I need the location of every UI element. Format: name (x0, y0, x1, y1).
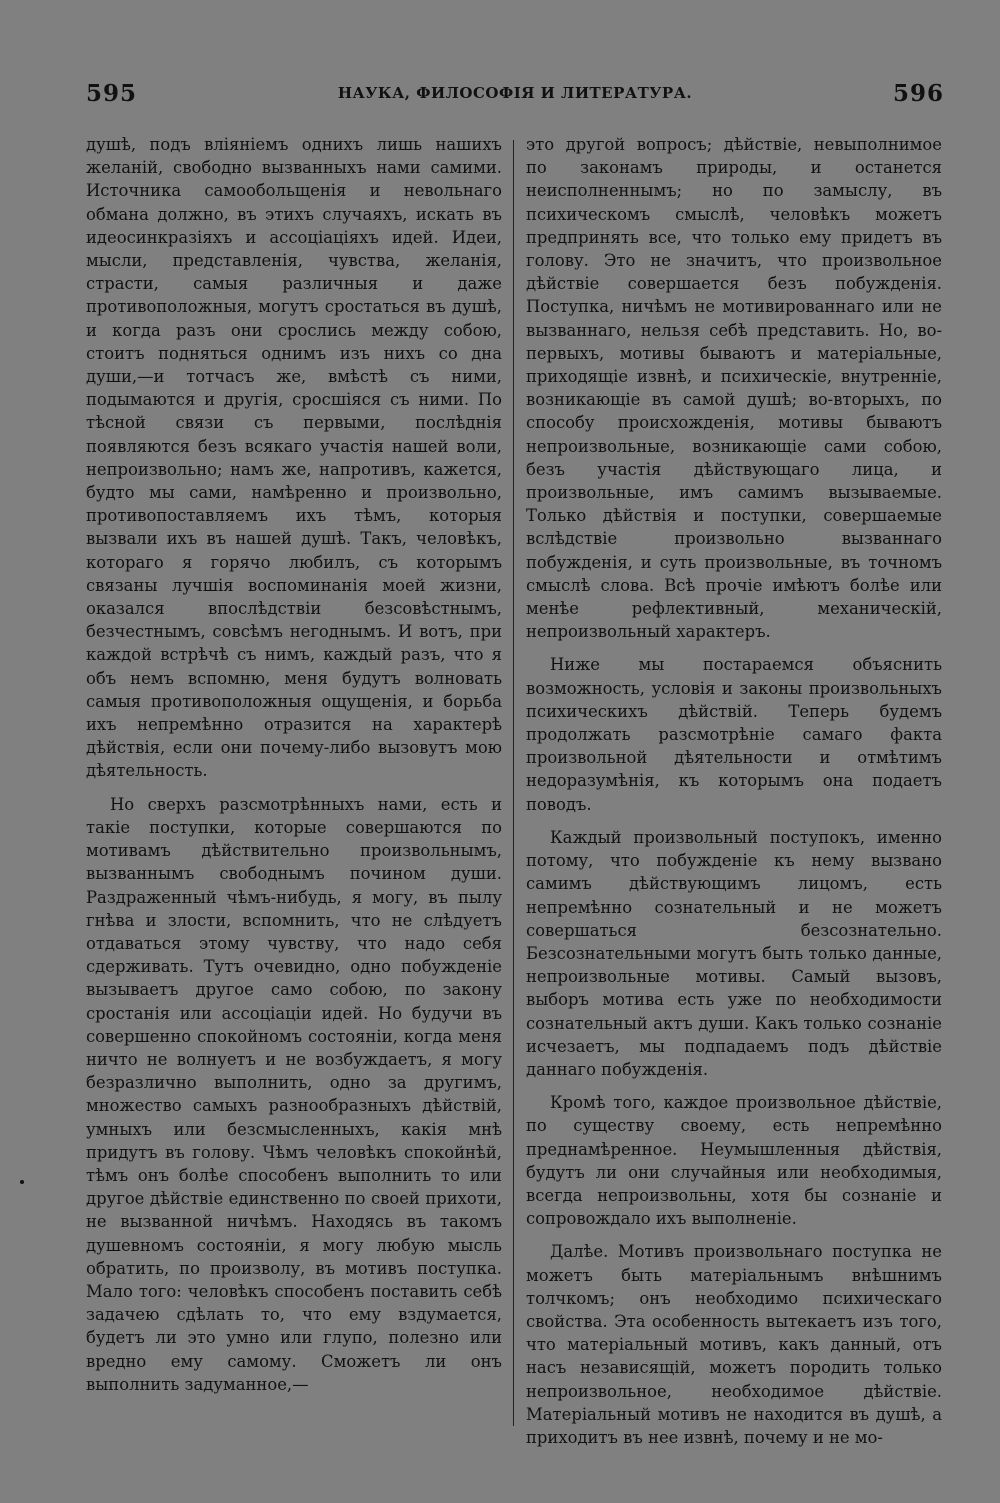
margin-dot (20, 1180, 24, 1184)
paragraph: Далѣе. Мотивъ произвольнаго поступка не можетъ быть матеріальнымъ внѣшнимъ толчкомъ; онъ необходимо психическаго свойства. Эта особенность вытекаетъ изъ того, что матеріальный мотивъ, какъ данный, отъ насъ независящій, можетъ породить только непроизвольное, необходимое дѣйствіе. Матеріальный мотивъ не находится въ душѣ, а приходитъ въ нее извнѣ, почему и не мо- (526, 1242, 942, 1447)
right-column (526, 133, 942, 1459)
paragraph: это другой вопросъ; дѣйствіе, невыполнимое по законамъ природы, и останется неисполненнымъ; но по замыслу, въ психическомъ смыслѣ, человѣкъ можетъ предпринять все, что только ему придетъ въ голову. Это не значитъ, что произвольное дѣйствіе совершается безъ побужденія. Поступка, ничѣмъ не мотивированнаго или не вызваннаго, нельзя себѣ представить. Но, во-первыхъ, мотивы бываютъ и матеріальные, приходящіе извнѣ, и психическіе, внутренніе, возникающіе въ самой душѣ; во-вторыхъ, по способу происхожденія, мотивы бываютъ непроизвольные, возникающіе сами собою, безъ участія дѣйствующаго лица, и произвольные, имъ самимъ вызываемые. Только дѣйствія и поступки, совершаемые вслѣдствіе произвольно вызваннаго побужденія, и суть произвольные, въ точномъ смыслѣ слова. Всѣ прочіе имѣютъ болѣе или менѣе рефлективный, механическій, непроизвольный характеръ. (526, 135, 942, 642)
paragraph: душѣ, подъ вліяніемъ однихъ лишь нашихъ желаній, свободно вызванныхъ нами самими. Источника самообольщенія и невольнаго обмана должно, въ этихъ случаяхъ, искать въ идеосинкразіяхъ и ассоціаціяхъ идей. Идеи, мысли, представленія, чувства, желанія, страсти, самыя различныя и даже противоположныя, могутъ сростаться въ душѣ, и когда разъ они срослись между собою, стоитъ подняться однимъ изъ нихъ со дна души,—и тотчасъ же, вмѣстѣ съ ними, подымаются и другія, сросшіяся съ ними. По тѣсной связи съ первыми, послѣднія появляются безъ всякаго участія нашей воли, непроизвольно; намъ же, напротивъ, кажется, будто мы сами, намѣренно и произвольно, противопоставляемъ ихъ тѣмъ, которыя вызвали ихъ въ нашей душѣ. Такъ, человѣкъ, котораго я горячо любилъ, съ которымъ связаны лучшія воспоминанія моей жизни, оказался впослѣдствіи безсовѣстнымъ, безчестнымъ, совсѣмъ негоднымъ. И вотъ, при каждой встрѣчѣ съ нимъ, каждый разъ, что я объ немъ вспомню, меня будутъ волновать самыя противоположныя ощущенія, и борьба ихъ непремѣнно отразится на характерѣ дѣйствія, если они почему-либо вызовутъ мою дѣятельность. (86, 135, 502, 781)
page-number-right: 596 (892, 80, 944, 107)
page-header (86, 80, 944, 110)
page-number-left: 595 (86, 80, 138, 107)
paragraph: Каждый произвольный поступокъ, именно потому, что побужденіе къ нему вызвано самимъ дѣйствующимъ лицомъ, есть непремѣнно сознательный и не можетъ совершаться безсознательно. Безсознательными могутъ быть только данные, непроизвольные мотивы. Самый вызовъ, выборъ мотива есть уже по необходимости сознательный актъ души. Какъ только сознаніе исчезаетъ, мы подпадаемъ подъ дѣйствіе даннаго побужденія. (526, 827, 942, 1079)
paragraph: Но сверхъ разсмотрѣнныхъ нами, есть и такіе поступки, которые совершаются по мотивамъ дѣйствительно произвольнымъ, вызваннымъ свободнымъ почином души. Раздраженный чѣмъ-нибудь, я могу, въ пылу гнѣва и злости, вспомнить, что не слѣдуетъ отдаваться этому чувству, что надо себя сдерживать. Тутъ очевидно, одно побужденіе вызываетъ другое само собою, по закону сростанія или ассоціаціи идей. Но будучи въ совершенно спокойномъ состояніи, когда меня ничто не волнуетъ и не возбуждаетъ, я могу безразлично выполнить, одно за другимъ, множество самыхъ разнообразныхъ дѣйствій, умныхъ или безсмысленныхъ, какія мнѣ придутъ въ голову. Чѣмъ человѣкъ спокойнѣй, тѣмъ онъ болѣе способенъ выполнить то или другое дѣйствіе единственно по своей прихоти, не вызванной ничѣмъ. Находясь въ такомъ душевномъ состояніи, я могу любую мысль обратить, по произволу, въ мотивъ поступка. Мало того: человѣкъ способенъ поставить себѣ задачею сдѣлать то, что ему вздумается, будетъ ли это умно или глупо, полезно или вредно ему самому. Сможетъ ли онъ выполнить задуманное,— (86, 794, 502, 1394)
paragraph: Ниже мы постараемся объяснить возможность, условія и законы произвольныхъ психическихъ дѣйствій. Теперь будемъ продолжать разсмотрѣніе самаго факта произвольной дѣятельности и отмѣтимъ недоразумѣнія, къ которымъ она подаетъ поводъ. (526, 655, 942, 814)
paragraph: Кромѣ того, каждое произвольное дѣйствіе, по существу своему, есть непремѣнно преднамѣренное. Неумышленныя дѣйствія, будутъ ли они случайныя или необходимыя, всегда непроизвольны, хотя бы сознаніе и сопровождало ихъ выполненіе. (526, 1093, 942, 1229)
column-divider (513, 140, 514, 1426)
running-title: НАУКА, ФИЛОСОФІЯ И ЛИТЕРАТУРА. (337, 84, 693, 102)
left-column (86, 133, 502, 1406)
